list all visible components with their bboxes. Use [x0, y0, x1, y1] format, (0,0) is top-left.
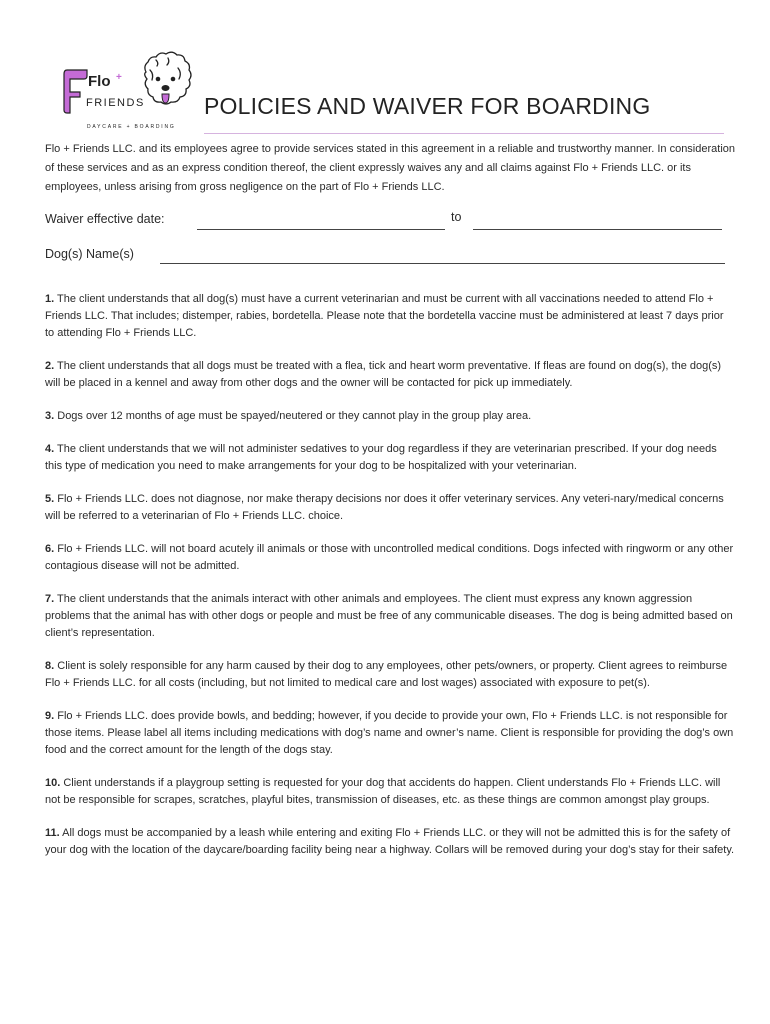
waiver-start-date-field[interactable] — [197, 229, 445, 230]
policy-list — [45, 291, 735, 875]
waiver-to-label: to — [451, 210, 462, 224]
policy-item: 5. Flo + Friends LLC. does not diagnose, nor make therapy decisions nor does it offer veterinary services. Any veteri-nary/medical concerns will be referred to a veterinarian of Flo + Friends LLC. choice. — [45, 493, 724, 522]
intro-paragraph: Flo + Friends LLC. and its employees agree to provide services stated in this agreement in a reliable and trustworthy manner. In consideration of these services and as an express condition thereof, the client expressly waives any and all claims against Flo + Friends LLC. or its employees, unless arising from gross negligence on the part of Flo + Friends LLC. — [45, 143, 736, 193]
policy-item: 10. Client understands if a playgroup setting is requested for your dog that accidents do happen. Client understands Flo + Friends LLC. will not be responsible for scrapes, scratches, playful bites, transmission of diseases, etc. as these things are common amongst play groups. — [45, 777, 721, 806]
brand-logo — [50, 50, 200, 132]
policy-item: 7. The client understands that the animals interact with other animals and employees. The client must express any known aggression problems that the animal has with other dogs or people and must be free of any communicable diseases. The dog is being admitted based on client’s representation. — [45, 593, 733, 639]
logo-f-letter — [64, 70, 87, 113]
policy-item: 6. Flo + Friends LLC. will not board acutely ill animals or those with uncontrolled medical conditions. Dogs infected with ringworm or any other contagious disease will not be admitted. — [45, 543, 734, 572]
dog-names-label: Dog(s) Name(s) — [45, 247, 134, 261]
logo-tagline: DAYCARE + BOARDING — [87, 124, 176, 130]
dog-eye-left-icon — [156, 77, 161, 82]
policy-item: 1. The client understands that all dog(s) must have a current veterinarian and must be current with all vaccinations needed to attend Flo + Friends LLC. That includes; distemper, rabies, bordetella. Please note that the bordetella vaccine must be administered at least 7 days prior to attending Flo + Friends LLC. — [45, 293, 724, 339]
dog-names-row — [45, 245, 725, 269]
policy-item: 8. Client is solely responsible for any harm caused by their dog to any employees, other pets/owners, or property. Client agrees to reimburse Flo + Friends LLC. for all costs (including, but not limited to medical care and lost wages) associated with exposure to pet(s). — [45, 660, 728, 689]
dog-eye-right-icon — [171, 77, 176, 82]
waiver-date-label: Waiver effective date: — [45, 212, 165, 226]
waiver-end-date-field[interactable] — [473, 229, 722, 230]
policy-item: 3. Dogs over 12 months of age must be spayed/neutered or they cannot play in the group play area. — [45, 410, 532, 422]
policy-item: 4. The client understands that we will not administer sedatives to your dog regardless if they are veterinarian prescribed. If your dog needs this type of medication you need to make arrangements for your dog to be hospitalized with your veterinarian. — [45, 443, 717, 472]
dog-tongue-icon — [162, 94, 169, 103]
dog-names-field[interactable] — [160, 263, 725, 264]
dog-nose-icon — [162, 85, 170, 91]
logo-wordmark-flo: Flo — [88, 73, 111, 90]
logo-plus: + — [116, 72, 122, 83]
document-title: POLICIES AND WAIVER FOR BOARDING — [204, 93, 651, 119]
policy-item: 11. All dogs must be accompanied by a leash while entering and exiting Flo + Friends LLC. or they will not be admitted this is for the safety of your dog with the location of the daycare/boarding facility being near a highway. Collars will be removed during your dog’s stay for their safety. — [45, 827, 735, 856]
policy-item: 9. Flo + Friends LLC. does provide bowls, and bedding; however, if you decide to provide your own, Flo + Friends LLC. is not responsible for those items. Please label all items including medications with dog’s name and owner’s name. Client is responsible for providing the dog’s own food and the correct amount for the length of the dogs stay. — [45, 710, 734, 756]
policy-item: 2. The client understands that all dogs must be treated with a flea, tick and heart worm preventative. If fleas are found on dog(s), the dog(s) will be placed in a kennel and away from other dogs and the owner will be contacted for pick up immediately. — [45, 360, 722, 389]
title-divider — [204, 133, 724, 134]
logo-wordmark-friends: FRIENDS — [86, 97, 145, 109]
waiver-date-row — [45, 210, 725, 234]
